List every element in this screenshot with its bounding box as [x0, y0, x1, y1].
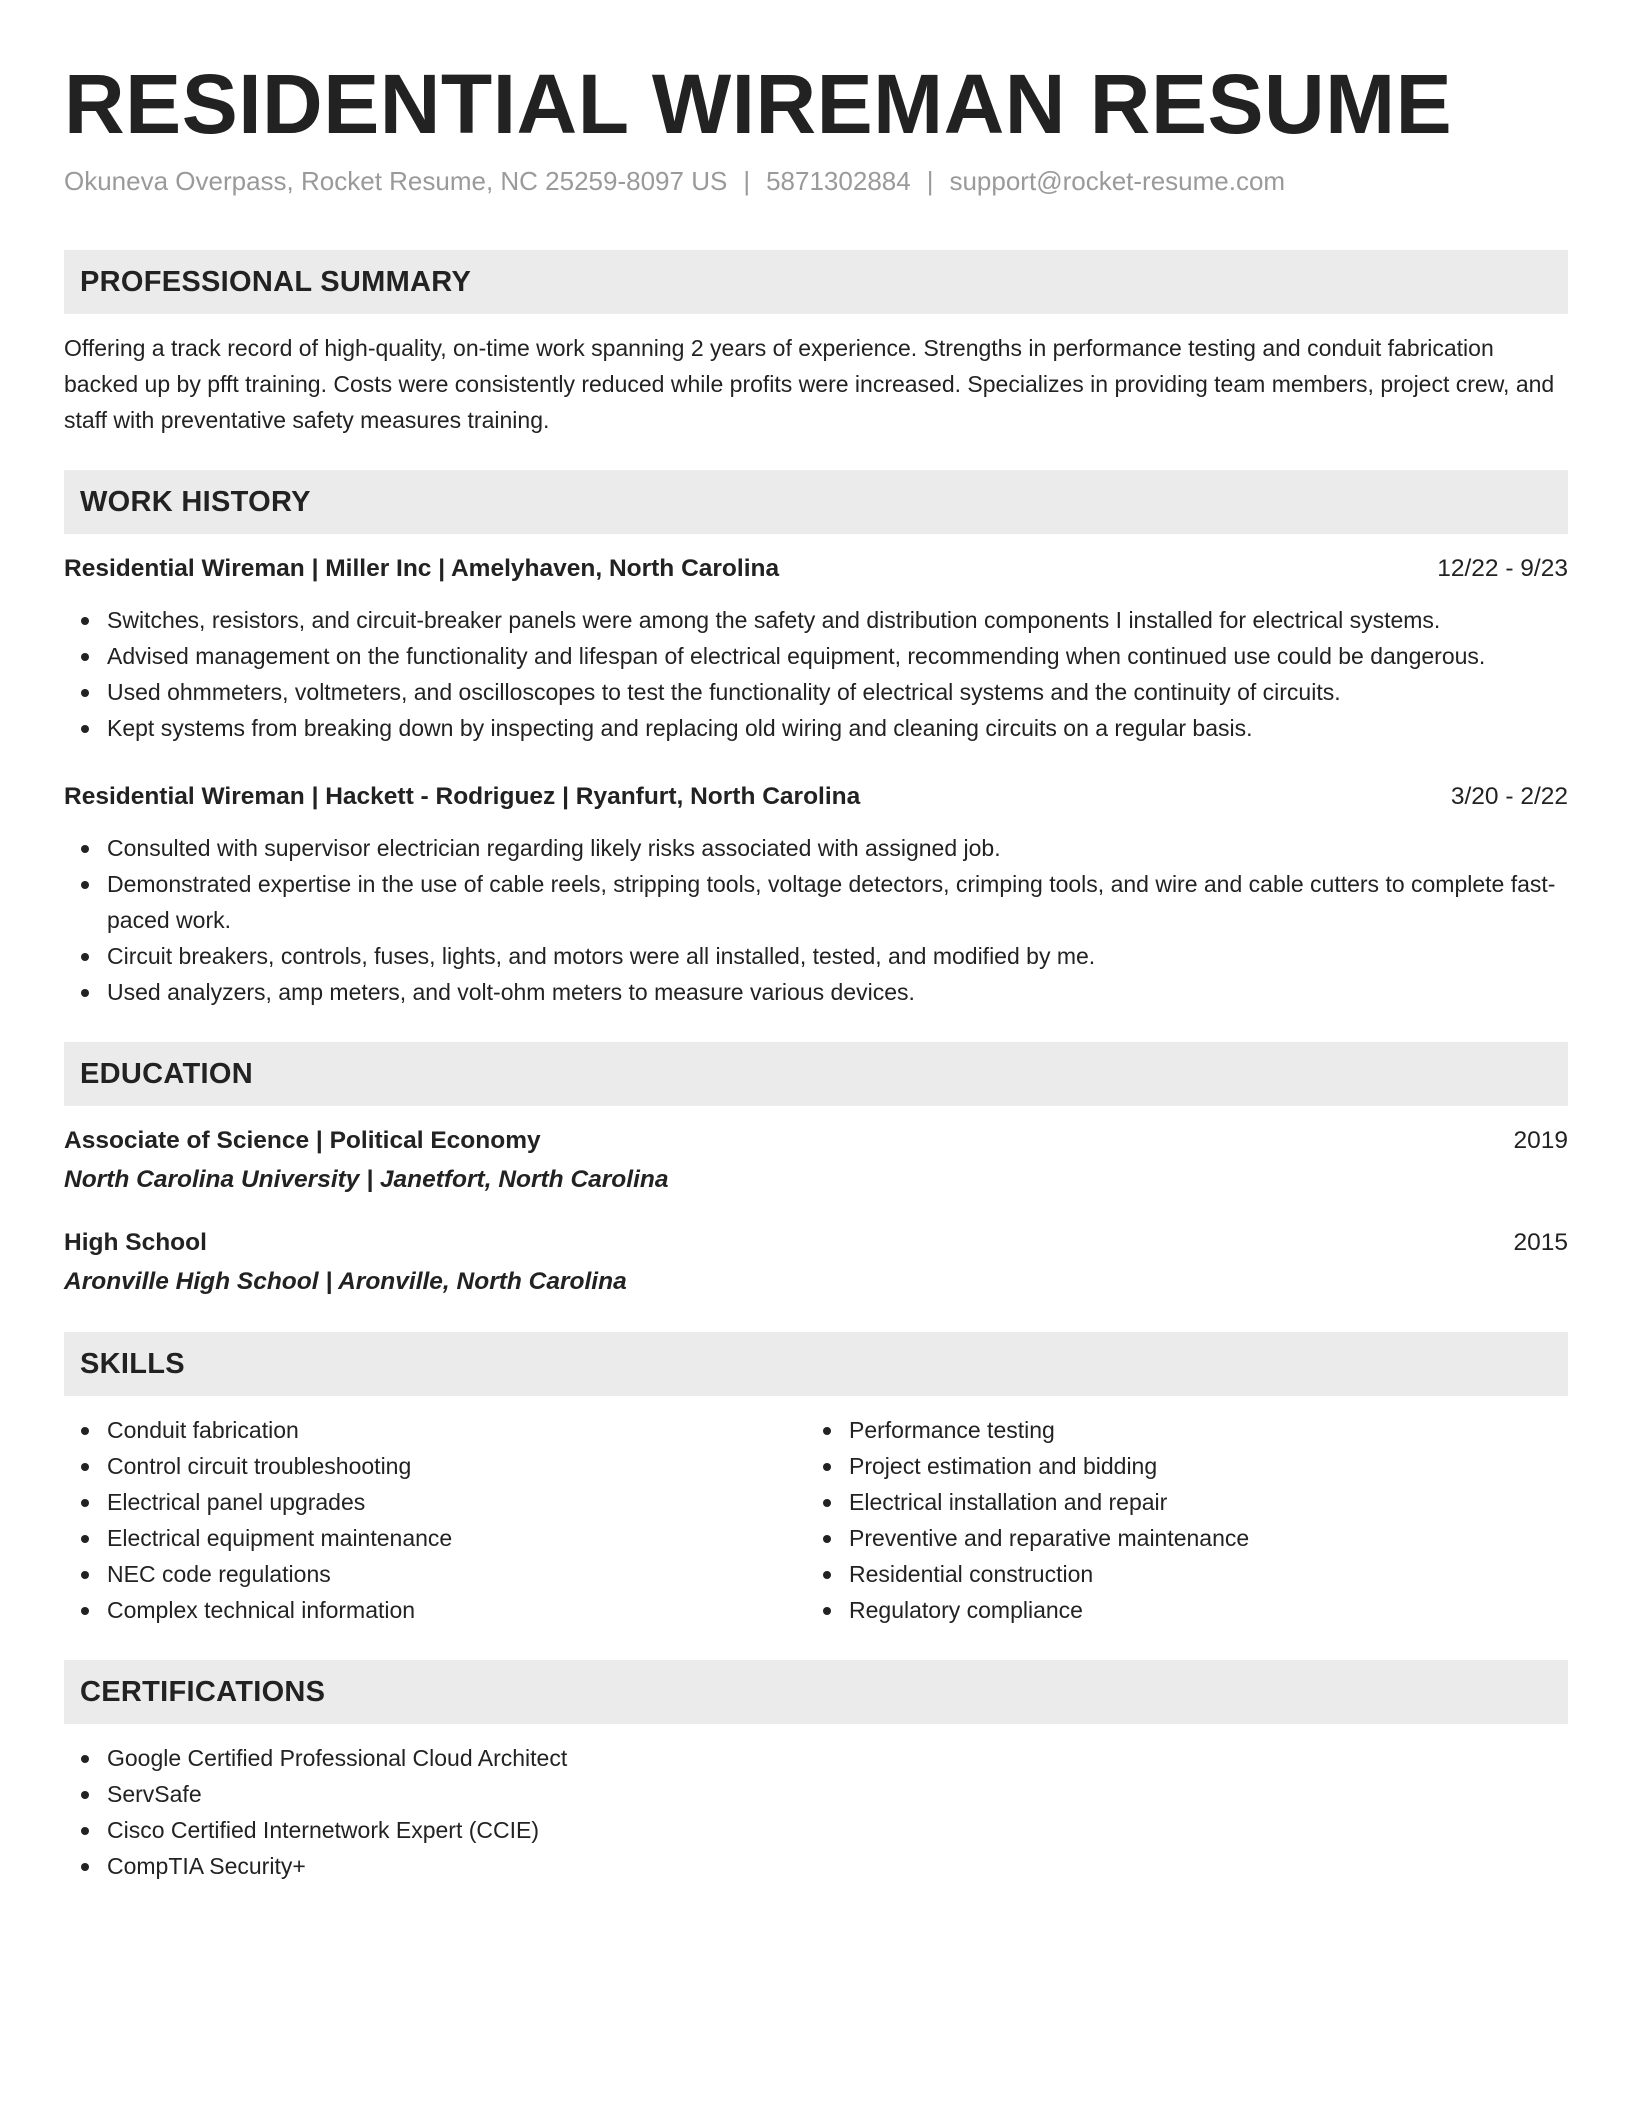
contact-email: support@rocket-resume.com: [949, 166, 1286, 196]
certification-item: ServSafe: [107, 1776, 1568, 1812]
job-bullet: Demonstrated expertise in the use of cable reels, stripping tools, voltage detectors, crimping tools, and wire and cable cutters to complete fast-paced work.: [107, 866, 1568, 938]
certification-item: Google Certified Professional Cloud Architect: [107, 1740, 1568, 1776]
contact-address: Okuneva Overpass, Rocket Resume, NC 25259-8097 US: [64, 166, 728, 196]
skill-item: Project estimation and bidding: [849, 1448, 1548, 1484]
skill-item: NEC code regulations: [107, 1556, 806, 1592]
job-title: Residential Wireman | Hackett - Rodriguez | Ryanfurt, North Carolina: [64, 783, 861, 810]
education-degree: Associate of Science | Political Economy: [64, 1127, 541, 1154]
education-entry: [64, 1226, 1568, 1300]
skills-grid: [64, 1412, 1568, 1628]
job-bullet: Circuit breakers, controls, fuses, lights, and motors were all installed, tested, and modified by me.: [107, 938, 1568, 974]
education-year: 2019: [1513, 1127, 1568, 1154]
job-bullets: [64, 830, 1568, 1010]
work-history-heading: WORK HISTORY: [64, 470, 1568, 534]
contact-separator: |: [743, 166, 751, 196]
skill-item: Electrical equipment maintenance: [107, 1520, 806, 1556]
contact-line: [64, 164, 1568, 198]
certifications-list: [64, 1740, 1568, 1884]
skills-list: [64, 1412, 806, 1628]
job-dates: 12/22 - 9/23: [1437, 555, 1568, 582]
skills-column-left: [64, 1412, 806, 1628]
resume-title: RESIDENTIAL WIREMAN RESUME: [64, 57, 1453, 151]
summary-heading: PROFESSIONAL SUMMARY: [64, 250, 1568, 314]
contact-phone: 5871302884: [766, 166, 911, 196]
contact-separator: |: [926, 166, 934, 196]
skill-item: Regulatory compliance: [849, 1592, 1548, 1628]
skill-item: Preventive and reparative maintenance: [849, 1520, 1548, 1556]
job-entry: [64, 552, 1568, 746]
job-title: Residential Wireman | Miller Inc | Amelyhaven, North Carolina: [64, 555, 780, 582]
skill-item: Conduit fabrication: [107, 1412, 806, 1448]
skill-item: Electrical panel upgrades: [107, 1484, 806, 1520]
education-header: [64, 1226, 1568, 1260]
education-school: North Carolina University | Janetfort, North Carolina: [64, 1166, 669, 1193]
job-bullet: Used analyzers, amp meters, and volt-ohm meters to measure various devices.: [107, 974, 1568, 1010]
education-year: 2015: [1513, 1229, 1568, 1256]
job-bullet: Switches, resistors, and circuit-breaker panels were among the safety and distribution components I installed for electrical systems.: [107, 602, 1568, 638]
skill-item: Performance testing: [849, 1412, 1548, 1448]
skill-item: Control circuit troubleshooting: [107, 1448, 806, 1484]
job-header: [64, 552, 1568, 586]
job-bullet: Consulted with supervisor electrician regarding likely risks associated with assigned job.: [107, 830, 1568, 866]
resume-page: [64, 56, 1568, 1884]
job-header: [64, 780, 1568, 814]
skills-column-right: [806, 1412, 1548, 1628]
skill-item: Residential construction: [849, 1556, 1548, 1592]
education-heading: EDUCATION: [64, 1042, 1568, 1106]
job-entry: [64, 780, 1568, 1010]
education-degree: High School: [64, 1229, 207, 1256]
skills-list: [806, 1412, 1548, 1628]
summary-text: Offering a track record of high-quality, on-time work spanning 2 years of experience. Strengths in performance testing and conduit fabrication backed up by pfft training. Costs were consistently reduced while profits were increased. Specializes in providing team members, project crew, and staff with preventative safety measures training.: [64, 335, 1555, 433]
skills-heading: SKILLS: [64, 1332, 1568, 1396]
certifications-heading: CERTIFICATIONS: [64, 1660, 1568, 1724]
education-header: [64, 1124, 1568, 1158]
job-bullet: Advised management on the functionality and lifespan of electrical equipment, recommending when continued use could be dangerous.: [107, 638, 1568, 674]
job-bullet: Used ohmmeters, voltmeters, and oscilloscopes to test the functionality of electrical systems and the continuity of circuits.: [107, 674, 1568, 710]
education-entry: [64, 1124, 1568, 1198]
education-school: Aronville High School | Aronville, North Carolina: [64, 1268, 627, 1295]
certification-item: Cisco Certified Internetwork Expert (CCIE): [107, 1812, 1568, 1848]
certification-item: CompTIA Security+: [107, 1848, 1568, 1884]
skill-item: Electrical installation and repair: [849, 1484, 1548, 1520]
job-dates: 3/20 - 2/22: [1450, 783, 1568, 810]
job-bullets: [64, 602, 1568, 746]
job-bullet: Kept systems from breaking down by inspecting and replacing old wiring and cleaning circuits on a regular basis.: [107, 710, 1568, 746]
skill-item: Complex technical information: [107, 1592, 806, 1628]
